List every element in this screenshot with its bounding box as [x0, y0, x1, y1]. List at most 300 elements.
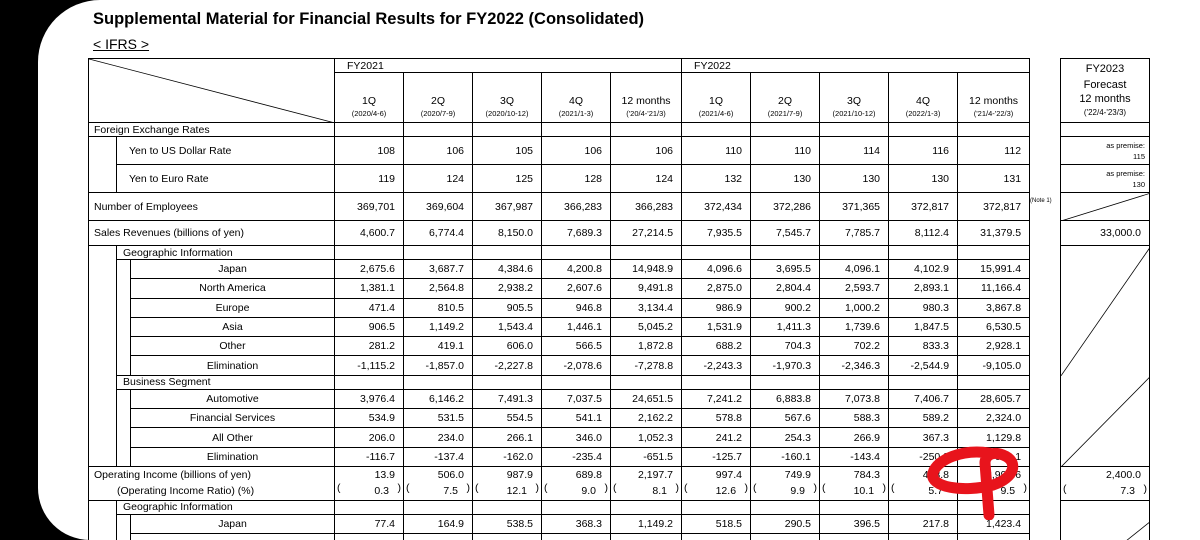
value-cell: 541.1	[542, 409, 611, 428]
ratio-value: 8.1	[652, 485, 668, 498]
value-cell: 372,434	[682, 193, 751, 221]
value-cell: 11,166.4	[958, 279, 1030, 298]
premise-value: 130	[1132, 179, 1145, 189]
value-cell: 132	[682, 165, 751, 193]
empty-cell	[889, 246, 958, 260]
quarter-header	[820, 73, 889, 123]
ratio-value: 12.1	[506, 485, 528, 498]
value-cell: 1,052.3	[611, 428, 682, 447]
seg-label-cell: Automotive	[131, 389, 335, 408]
empty-cell	[542, 375, 611, 389]
value-cell: 110	[682, 137, 751, 165]
close-paren: )	[535, 482, 540, 495]
value-cell: 7,073.8	[820, 389, 889, 408]
value-cell: 1,446.1	[542, 317, 611, 336]
value-cell: 4,102.9	[889, 260, 958, 279]
quarter-label: 4Q	[916, 94, 931, 107]
ratio-cell	[473, 482, 542, 500]
sales-row	[89, 221, 1030, 246]
fc-op-geo-block	[1061, 501, 1150, 540]
geo-row	[89, 298, 1030, 317]
value-cell: 14,948.9	[611, 260, 682, 279]
seg-label-cell: Financial Services	[131, 409, 335, 428]
premise-value: 115	[1133, 151, 1145, 161]
close-paren: )	[882, 482, 887, 495]
value-cell: 997.4	[682, 466, 751, 482]
value-cell: 371,365	[820, 193, 889, 221]
value-cell: 31,379.5	[958, 221, 1030, 246]
value-cell: 7,037.5	[542, 389, 611, 408]
fc-eur-premise	[1061, 165, 1150, 193]
quarter-header	[958, 73, 1030, 123]
geo-region-label: Elimination	[131, 356, 335, 375]
document-subtitle: < IFRS >	[93, 36, 150, 52]
fc-diagonal-block	[1061, 246, 1150, 467]
ratio-cell	[682, 482, 751, 500]
value-cell: 538.5	[473, 514, 542, 533]
value-cell: 164.9	[404, 514, 473, 533]
value-cell: -7,278.8	[611, 356, 682, 375]
forecast-header	[1061, 59, 1150, 123]
value-cell: -125.7	[682, 447, 751, 466]
value-cell: 1,531.9	[682, 317, 751, 336]
ratio-cell	[958, 482, 1030, 500]
op-income-row	[89, 466, 1030, 482]
empty-cell	[958, 123, 1030, 137]
value-cell: 4,384.6	[473, 260, 542, 279]
value-cell: 2,804.4	[751, 279, 820, 298]
empty-cell	[611, 375, 682, 389]
document-title: Supplemental Material for Financial Results for FY2022 (Consolidated)	[93, 10, 645, 28]
quarter-period: (2021/10-12)	[832, 108, 876, 118]
value-cell: 234.0	[404, 428, 473, 447]
value-cell: 946.8	[542, 298, 611, 317]
ratio-value: 7.3	[1120, 485, 1135, 498]
empty-cell	[889, 500, 958, 514]
value-cell: 124	[404, 165, 473, 193]
quarter-label: 3Q	[847, 94, 862, 107]
employees-row	[89, 193, 1030, 221]
value-cell: 7,406.7	[889, 389, 958, 408]
value-cell: 578.8	[682, 409, 751, 428]
empty-cell	[958, 375, 1030, 389]
value-cell: -250.8	[889, 447, 958, 466]
empty-cell	[682, 500, 751, 514]
value-cell: -651.5	[611, 447, 682, 466]
empty-cell	[335, 534, 404, 540]
open-paren: (	[544, 482, 548, 495]
empty-cell	[820, 534, 889, 540]
empty-cell	[335, 123, 404, 137]
empty-cell	[473, 246, 542, 260]
value-cell: 254.3	[751, 428, 820, 447]
value-cell: 128	[542, 165, 611, 193]
value-cell: 471.4	[335, 298, 404, 317]
value-cell: 2,197.7	[611, 466, 682, 482]
value-cell: -1,857.0	[404, 356, 473, 375]
usd-rate-row	[89, 137, 1030, 165]
empty-cell	[335, 246, 404, 260]
value-cell: 130	[889, 165, 958, 193]
forecast-period: ('22/4-'23/3)	[1083, 107, 1127, 117]
op-geo-header-row	[89, 500, 1030, 514]
quarter-label: 1Q	[362, 94, 377, 107]
seg-row	[89, 389, 1030, 408]
indent-cell	[89, 500, 117, 540]
fc-op-income: 2,400.0	[1061, 467, 1150, 483]
value-cell: 1,847.5	[889, 317, 958, 336]
value-cell: -9,105.0	[958, 356, 1030, 375]
value-cell: 2,875.0	[682, 279, 751, 298]
value-cell: 281.2	[335, 337, 404, 356]
value-cell: 9,491.8	[611, 279, 682, 298]
empty-cell	[542, 246, 611, 260]
quarter-header	[542, 73, 611, 123]
value-cell: 108	[335, 137, 404, 165]
value-cell: 7,689.3	[542, 221, 611, 246]
value-cell: 366,283	[611, 193, 682, 221]
value-cell: 784.3	[820, 466, 889, 482]
empty-cell	[404, 534, 473, 540]
op-ratio-row	[89, 482, 1030, 500]
empty-cell	[820, 375, 889, 389]
diagonal-line	[1061, 193, 1150, 221]
value-cell: 1,543.4	[473, 317, 542, 336]
value-cell: 2,893.1	[889, 279, 958, 298]
value-cell: -235.4	[542, 447, 611, 466]
value-cell: 2,564.8	[404, 279, 473, 298]
quarter-period: ('21/4-'22/3)	[973, 108, 1014, 118]
empty-cell	[889, 123, 958, 137]
value-cell: 2,324.0	[958, 409, 1030, 428]
header-diagonal-line	[89, 59, 335, 123]
value-cell: 105	[473, 137, 542, 165]
ratio-value: 10.1	[853, 485, 875, 498]
value-cell: 2,675.6	[335, 260, 404, 279]
op-geo-label: Geographic Information	[117, 500, 335, 514]
premise-label: as premise:	[1106, 168, 1145, 178]
empty-cell	[820, 500, 889, 514]
geo-row	[89, 317, 1030, 336]
value-cell: 4,600.7	[335, 221, 404, 246]
value-cell: 372,286	[751, 193, 820, 221]
indent-cell	[117, 514, 131, 540]
value-cell: 567.6	[751, 409, 820, 428]
eur-rate-label: Yen to Euro Rate	[117, 165, 335, 193]
value-cell: -680.1	[958, 447, 1030, 466]
quarter-label: 2Q	[431, 94, 446, 107]
value-cell: 24,651.5	[611, 389, 682, 408]
value-cell: 588.3	[820, 409, 889, 428]
value-cell: 106	[404, 137, 473, 165]
value-cell: 900.2	[751, 298, 820, 317]
geo-header-row	[89, 246, 1030, 260]
close-paren: )	[813, 482, 818, 495]
ratio-value: 5.7	[928, 485, 944, 498]
document-sheet	[38, 0, 1200, 540]
empty-cell	[335, 375, 404, 389]
empty-cell	[611, 246, 682, 260]
quarter-period: (2020/7-9)	[420, 108, 456, 118]
ratio-value: 9.0	[581, 485, 597, 498]
value-cell: 7,935.5	[682, 221, 751, 246]
value-cell: 116	[889, 137, 958, 165]
open-paren: (	[960, 482, 964, 495]
value-cell: 367,987	[473, 193, 542, 221]
value-cell: 4,096.1	[820, 260, 889, 279]
quarter-period: ('20/4-'21/3)	[626, 108, 666, 118]
fc-op-ratio	[1061, 483, 1150, 501]
forecast-label: Forecast	[1083, 78, 1127, 91]
value-cell: 506.0	[404, 466, 473, 482]
value-cell: 110	[751, 137, 820, 165]
value-cell: 1,381.1	[335, 279, 404, 298]
value-cell: 2,607.6	[542, 279, 611, 298]
value-cell: 15,991.4	[958, 260, 1030, 279]
value-cell: 130	[751, 165, 820, 193]
ratio-cell	[542, 482, 611, 500]
value-cell: 77.4	[335, 514, 404, 533]
quarter-header	[682, 73, 751, 123]
empty-cell	[611, 500, 682, 514]
seg-row	[89, 409, 1030, 428]
ratio-value: 7.5	[443, 485, 459, 498]
value-cell: 369,604	[404, 193, 473, 221]
value-cell: 987.9	[473, 466, 542, 482]
value-cell: 986.9	[682, 298, 751, 317]
empty-cell	[542, 123, 611, 137]
value-cell: -2,243.3	[682, 356, 751, 375]
open-paren: (	[406, 482, 410, 495]
quarter-label: 12 months	[969, 94, 1019, 107]
close-paren: )	[604, 482, 609, 495]
ratio-value: 0.3	[374, 485, 390, 498]
value-cell: 1,000.2	[820, 298, 889, 317]
seg-label-cell: Elimination	[131, 447, 335, 466]
seg-label: Business Segment	[117, 375, 335, 389]
empty-cell	[473, 123, 542, 137]
diagonal-line	[1061, 246, 1150, 467]
empty-cell	[958, 246, 1030, 260]
close-paren: )	[1023, 482, 1028, 495]
quarter-period: (2021/7-9)	[767, 108, 803, 118]
value-cell: 566.5	[542, 337, 611, 356]
close-paren: )	[951, 482, 956, 495]
ratio-value: 12.6	[715, 485, 737, 498]
premise-label: as premise:	[1106, 140, 1145, 150]
open-paren: (	[337, 482, 341, 495]
value-cell: 980.3	[889, 298, 958, 317]
empty-cell	[751, 246, 820, 260]
empty-cell	[751, 123, 820, 137]
value-cell: 27,214.5	[611, 221, 682, 246]
seg-header-row	[89, 375, 1030, 389]
empty-cell	[473, 375, 542, 389]
value-cell: -2,544.9	[889, 356, 958, 375]
value-cell: 689.8	[542, 466, 611, 482]
value-cell: 463.8	[889, 466, 958, 482]
results-table	[88, 58, 1030, 540]
op-geo-row-partial	[89, 534, 1030, 540]
close-paren: )	[675, 482, 680, 495]
ratio-cell	[335, 482, 404, 500]
value-cell: 130	[820, 165, 889, 193]
value-cell: 704.3	[751, 337, 820, 356]
value-cell: 217.8	[889, 514, 958, 533]
value-cell: 7,491.3	[473, 389, 542, 408]
value-cell: 6,883.8	[751, 389, 820, 408]
empty-cell	[751, 375, 820, 389]
geo-region-label: Japan	[131, 260, 335, 279]
value-cell: 906.5	[335, 317, 404, 336]
empty-cell	[682, 534, 751, 540]
ratio-cell	[611, 482, 682, 500]
quarter-label: 1Q	[709, 94, 724, 107]
usd-rate-label: Yen to US Dollar Rate	[117, 137, 335, 165]
diagonal-line	[1061, 501, 1150, 540]
value-cell: 554.5	[473, 409, 542, 428]
value-cell: 372,817	[958, 193, 1030, 221]
value-cell: 290.5	[751, 514, 820, 533]
value-cell: 6,530.5	[958, 317, 1030, 336]
value-cell: 372,817	[889, 193, 958, 221]
quarter-period: (2020/4-6)	[351, 108, 387, 118]
close-paren: )	[397, 482, 402, 495]
value-cell: 367.3	[889, 428, 958, 447]
quarter-period: (2021/4-6)	[698, 108, 734, 118]
fx-label: Foreign Exchange Rates	[89, 123, 335, 137]
note-marker: (Note 1)	[1030, 198, 1052, 204]
value-cell: -160.1	[751, 447, 820, 466]
quarter-period: (2020/10-12)	[485, 108, 529, 118]
open-paren: (	[613, 482, 617, 495]
geo-region-label: Europe	[131, 298, 335, 317]
employees-label: Number of Employees	[89, 193, 335, 221]
quarter-period: (2021/1-3)	[558, 108, 594, 118]
empty-cell	[751, 500, 820, 514]
open-paren: (	[822, 482, 826, 495]
fx-header-row	[89, 123, 1030, 137]
empty-cell	[611, 534, 682, 540]
empty-cell	[404, 123, 473, 137]
value-cell: 589.2	[889, 409, 958, 428]
value-cell: 833.3	[889, 337, 958, 356]
open-paren: (	[684, 482, 688, 495]
seg-row	[89, 447, 1030, 466]
value-cell: 266.9	[820, 428, 889, 447]
value-cell: 13.9	[335, 466, 404, 482]
value-cell: 2,928.1	[958, 337, 1030, 356]
value-cell: 368.3	[542, 514, 611, 533]
empty-cell	[473, 500, 542, 514]
open-paren: (	[753, 482, 757, 495]
eur-rate-row	[89, 165, 1030, 193]
ratio-cell	[404, 482, 473, 500]
close-paren: )	[1143, 482, 1147, 495]
geo-region-label: North America	[131, 279, 335, 298]
empty-cell	[542, 500, 611, 514]
indent-cell	[89, 246, 117, 467]
geo-row	[89, 337, 1030, 356]
quarter-header	[404, 73, 473, 123]
empty-cell	[682, 123, 751, 137]
empty-cell	[404, 375, 473, 389]
value-cell: -1,970.3	[751, 356, 820, 375]
empty-cell	[131, 534, 335, 540]
value-cell: 8,112.4	[889, 221, 958, 246]
value-cell: -2,227.8	[473, 356, 542, 375]
fc-usd-premise	[1061, 137, 1150, 165]
empty-cell	[335, 500, 404, 514]
value-cell: 606.0	[473, 337, 542, 356]
empty-cell	[542, 534, 611, 540]
value-cell: 2,938.2	[473, 279, 542, 298]
value-cell: 6,774.4	[404, 221, 473, 246]
quarter-label: 3Q	[500, 94, 515, 107]
value-cell: 28,605.7	[958, 389, 1030, 408]
value-cell: 531.5	[404, 409, 473, 428]
geo-row	[89, 260, 1030, 279]
value-cell: 206.0	[335, 428, 404, 447]
value-cell: 114	[820, 137, 889, 165]
quarter-header	[889, 73, 958, 123]
value-cell: 106	[542, 137, 611, 165]
value-cell: -116.7	[335, 447, 404, 466]
ratio-cell	[889, 482, 958, 500]
value-cell: -162.0	[473, 447, 542, 466]
close-paren: )	[466, 482, 471, 495]
fy2023-header: FY2023	[1085, 62, 1125, 75]
ratio-value: 9.9	[790, 485, 806, 498]
value-cell: 7,785.7	[820, 221, 889, 246]
value-cell: 419.1	[404, 337, 473, 356]
empty-cell	[611, 123, 682, 137]
op-ratio-label: (Operating Income Ratio) (%)	[89, 482, 335, 500]
empty-cell	[473, 534, 542, 540]
value-cell: 1,149.2	[611, 514, 682, 533]
geo-region-label: Other	[131, 337, 335, 356]
value-cell: -1,115.2	[335, 356, 404, 375]
value-cell: 534.9	[335, 409, 404, 428]
seg-row	[89, 428, 1030, 447]
value-cell: 1,149.2	[404, 317, 473, 336]
value-cell: 346.0	[542, 428, 611, 447]
empty-cell	[889, 534, 958, 540]
geo-row	[89, 356, 1030, 375]
empty-cell	[404, 246, 473, 260]
op-geo-row	[89, 514, 1030, 533]
value-cell: 106	[611, 137, 682, 165]
fc-employees	[1061, 193, 1150, 221]
value-cell: 125	[473, 165, 542, 193]
geo-row	[89, 279, 1030, 298]
value-cell: -2,346.3	[820, 356, 889, 375]
geo-label: Geographic Information	[117, 246, 335, 260]
close-paren: )	[744, 482, 749, 495]
header-corner-cell	[89, 59, 335, 123]
open-paren: (	[891, 482, 895, 495]
indent-cell	[117, 389, 131, 466]
value-cell: 3,687.7	[404, 260, 473, 279]
empty-cell	[820, 246, 889, 260]
forecast-table	[1060, 58, 1150, 540]
value-cell: -2,078.6	[542, 356, 611, 375]
value-cell: 1,423.4	[958, 514, 1030, 533]
quarter-header	[473, 73, 542, 123]
value-cell: 1,129.8	[958, 428, 1030, 447]
open-paren: (	[475, 482, 479, 495]
value-cell: 5,045.2	[611, 317, 682, 336]
